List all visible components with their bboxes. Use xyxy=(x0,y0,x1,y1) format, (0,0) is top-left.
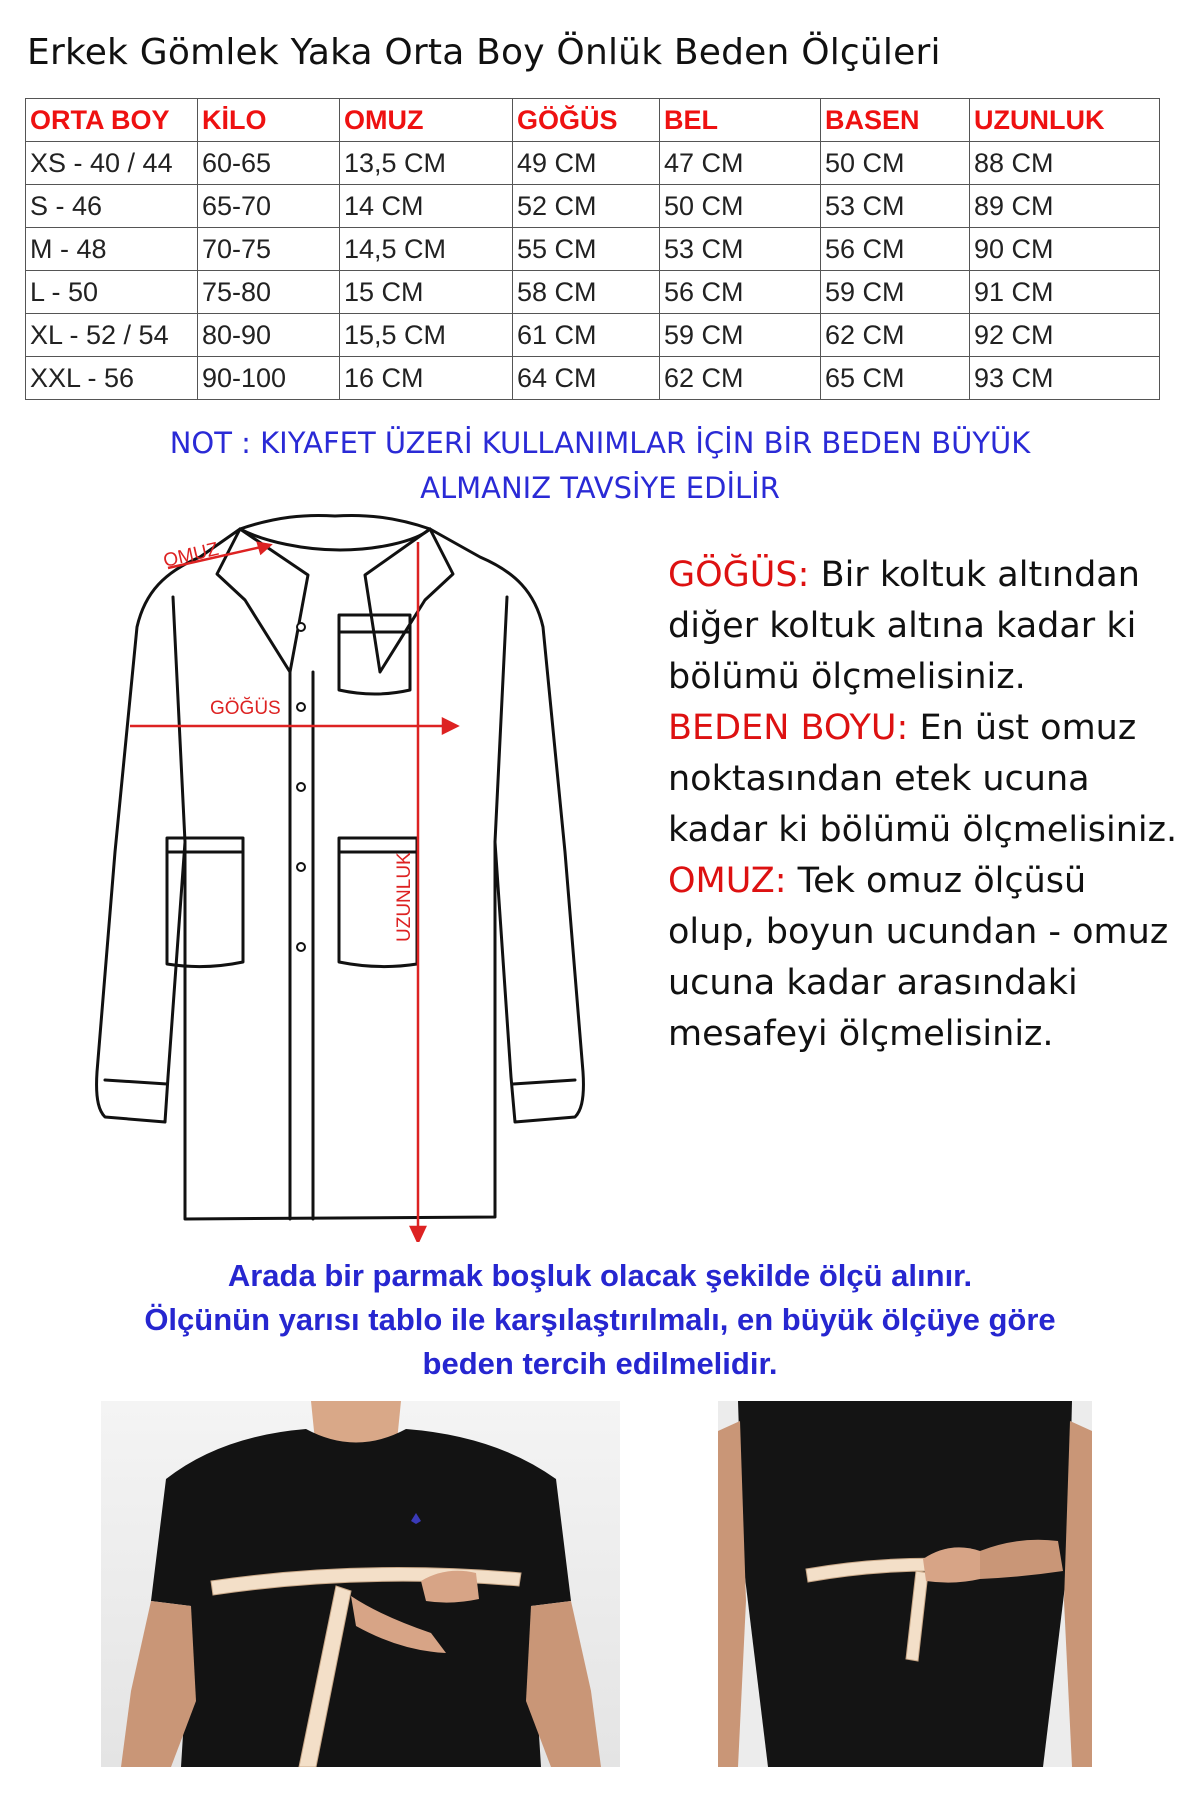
definition-term: BEDEN BOYU: xyxy=(668,708,909,748)
definition-term: GÖĞÜS: xyxy=(668,555,810,595)
measurement-definitions xyxy=(668,550,1178,1060)
fit-note xyxy=(0,421,1200,511)
table-row xyxy=(26,271,1160,314)
table-cell: XXL - 56 xyxy=(26,357,198,400)
black-tshirt xyxy=(738,1401,1072,1767)
table-cell: 62 CM xyxy=(660,357,821,400)
table-cell: 65-70 xyxy=(198,185,340,228)
uzunluk-arrowhead xyxy=(411,1227,425,1242)
table-cell: 14 CM xyxy=(340,185,513,228)
button xyxy=(297,783,305,791)
table-cell: 70-75 xyxy=(198,228,340,271)
table-row xyxy=(26,357,1160,400)
button xyxy=(297,863,305,871)
table-cell: 50 CM xyxy=(660,185,821,228)
header-kilo: KİLO xyxy=(198,99,340,142)
table-cell: L - 50 xyxy=(26,271,198,314)
black-tshirt xyxy=(151,1429,571,1767)
size-table xyxy=(25,98,1160,400)
table-cell: 15 CM xyxy=(340,271,513,314)
fit-note-line-1: NOT : KIYAFET ÜZERİ KULLANIMLAR İÇİN BİR BEDEN BÜYÜK xyxy=(169,426,1031,460)
definition-term: OMUZ: xyxy=(668,861,787,901)
uzunluk-label: UZUNLUK xyxy=(394,852,415,942)
table-cell: 64 CM xyxy=(513,357,660,400)
table-cell: 88 CM xyxy=(970,142,1160,185)
table-cell: 93 CM xyxy=(970,357,1160,400)
omuz-label: OMUZ xyxy=(161,538,221,572)
table-row xyxy=(26,314,1160,357)
button xyxy=(297,943,305,951)
table-cell: 53 CM xyxy=(821,185,970,228)
table-cell: 59 CM xyxy=(660,314,821,357)
definition-text: Bir koltuk altından diğer koltuk altına kadar ki bölümü ölçmelisiniz. xyxy=(668,555,1140,697)
definition-text: En üst omuz noktasından etek ucuna kadar ki bölümü ölçmelisiniz. xyxy=(668,708,1178,850)
table-cell: 80-90 xyxy=(198,314,340,357)
header-basen: BASEN xyxy=(821,99,970,142)
table-row xyxy=(26,228,1160,271)
table-cell: 75-80 xyxy=(198,271,340,314)
waist-measurement-photo xyxy=(718,1401,1092,1767)
table-cell: S - 46 xyxy=(26,185,198,228)
table-cell: 47 CM xyxy=(660,142,821,185)
table-cell: 91 CM xyxy=(970,271,1160,314)
table-cell: 15,5 CM xyxy=(340,314,513,357)
table-cell: 55 CM xyxy=(513,228,660,271)
table-cell: XS - 40 / 44 xyxy=(26,142,198,185)
definition-text: Tek omuz ölçüsü olup, boyun ucundan - omuz ucuna kadar arasındaki mesafeyi ölçmelisiniz. xyxy=(668,861,1169,1054)
table-cell: XL - 52 / 54 xyxy=(26,314,198,357)
table-cell: M - 48 xyxy=(26,228,198,271)
definition-beden-boyu xyxy=(668,703,1178,856)
cuff-right xyxy=(513,1080,575,1084)
table-cell: 60-65 xyxy=(198,142,340,185)
table-cell: 92 CM xyxy=(970,314,1160,357)
table-cell: 65 CM xyxy=(821,357,970,400)
header-orta-boy: ORTA BOY xyxy=(26,99,198,142)
instruction-line-3: beden tercih edilmelidir. xyxy=(422,1346,778,1381)
table-cell: 56 CM xyxy=(821,228,970,271)
instruction-line-2: Ölçünün yarısı tablo ile karşılaştırılmalı, en büyük ölçüye göre xyxy=(144,1302,1056,1337)
table-row xyxy=(26,185,1160,228)
page-title: Erkek Gömlek Yaka Orta Boy Önlük Beden Ölçüleri xyxy=(27,32,941,73)
sleeve-seam-left xyxy=(173,597,185,842)
sleeve-seam-right xyxy=(495,597,507,842)
table-cell: 62 CM xyxy=(821,314,970,357)
table-cell: 14,5 CM xyxy=(340,228,513,271)
fit-note-line-2: ALMANIZ TAVSİYE EDİLİR xyxy=(420,471,780,505)
table-cell: 90 CM xyxy=(970,228,1160,271)
table-header-row xyxy=(26,99,1160,142)
table-cell: 49 CM xyxy=(513,142,660,185)
table-cell: 58 CM xyxy=(513,271,660,314)
table-row xyxy=(26,142,1160,185)
definition-gogus xyxy=(668,550,1178,703)
gogus-label: GÖĞÜS xyxy=(210,698,281,719)
header-uzunluk: UZUNLUK xyxy=(970,99,1160,142)
instruction-line-1: Arada bir parmak boşluk olacak şekilde ölçü alınır. xyxy=(227,1258,973,1293)
table-cell: 56 CM xyxy=(660,271,821,314)
table-cell: 61 CM xyxy=(513,314,660,357)
table-cell: 59 CM xyxy=(821,271,970,314)
omuz-arrowhead xyxy=(258,543,270,553)
table-cell: 16 CM xyxy=(340,357,513,400)
lab-coat-diagram xyxy=(75,512,595,1242)
table-cell: 13,5 CM xyxy=(340,142,513,185)
header-bel: BEL xyxy=(660,99,821,142)
header-gogus: GÖĞÜS xyxy=(513,99,660,142)
table-cell: 50 CM xyxy=(821,142,970,185)
definition-omuz xyxy=(668,856,1178,1060)
button xyxy=(297,703,305,711)
table-cell: 52 CM xyxy=(513,185,660,228)
table-cell: 53 CM xyxy=(660,228,821,271)
header-omuz: OMUZ xyxy=(340,99,513,142)
gogus-arrowhead xyxy=(443,719,457,733)
cuff-left xyxy=(105,1080,167,1084)
measuring-instructions xyxy=(0,1254,1200,1386)
table-cell: 90-100 xyxy=(198,357,340,400)
table-cell: 89 CM xyxy=(970,185,1160,228)
chest-measurement-photo xyxy=(101,1401,620,1767)
button xyxy=(297,623,305,631)
